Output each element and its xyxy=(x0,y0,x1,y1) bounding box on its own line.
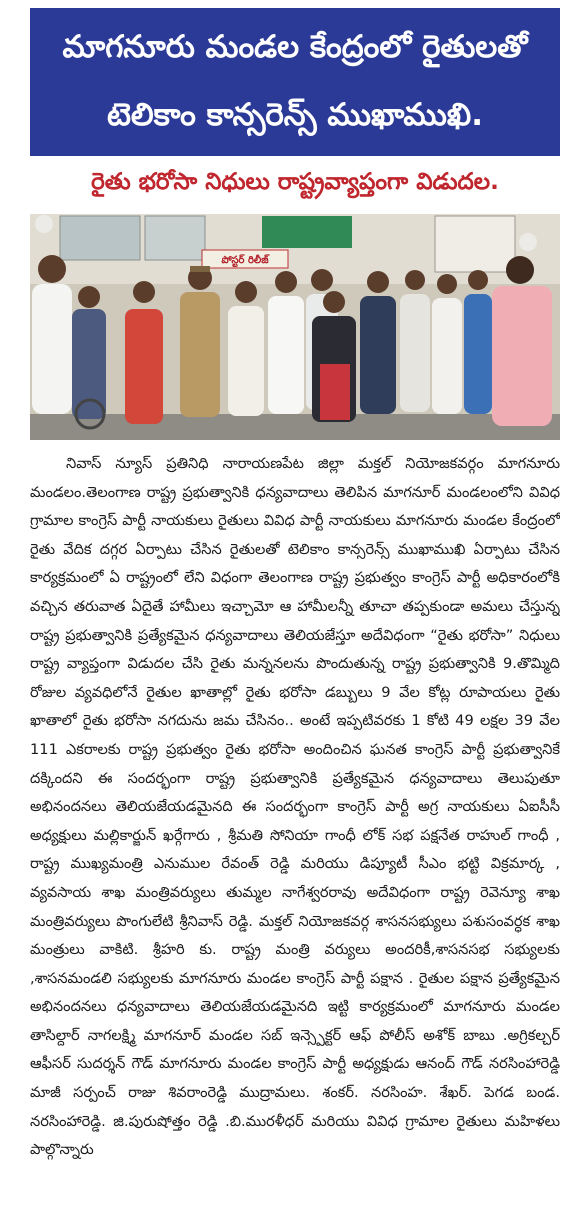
banner-text: పోస్టర్ రిలీజ్ xyxy=(221,255,269,266)
article-body: నివాస్ న్యూస్ ప్రతినిధి నారాయణపేట జిల్లా మక్తల్ నియోజకవర్గం మాగనూరు మండలం.తెలంగాణ రాష్ట్ర ప్రభుత్వానికి ధన్యవాదాలు తెలిపిన మాగనూర్ మండలంలోని వివిధ గ్రామాల కాంగ్రెస్ పార్టీ నాయకులు రైతులు వివిధ పార్టీ నాయకులు మాగనూరు మండల కేంద్రంలో రైతు వేదిక దగ్గర ఏర్పాటు చేసిన రైతులతో టెలికాం కాన్సరెన్స్ ముఖాముఖి ఏర్పాటు చేసిన కార్యక్రమంలో ఏ రాష్ట్రంలో లేని విధంగా తెలంగాణ రాష్ట్ర ప్రభుత్వం కాంగ్రెస్ పార్టీ అధికారంలోకి వచ్చిన తరువాత ఏదైతే హామీలు ఇచ్చామో ఆ హామీలన్నీ తూచా తప్పకుండా అమలు చేస్తున్న రాష్ట్ర ప్రభుత్వానికి ప్రత్యేకమైన ధన్యవాదాలు తెలియజేస్తూ అదేవిధంగా “రైతు భరోసా” నిధులు రాష్ట్ర వ్యాప్తంగా విడుదల చేసి రైతు మన్ననలను పొందుతున్న రాష్ట్ర ప్రభుత్వానికి 9.తొమ్మిది రోజుల వ్యవధిలోనే రైతుల ఖాతాల్లో రైతు భరోసా డబ్బులు 9 వేల కోట్ల రూపాయలు రైతు ఖాతాలో రైతు భరోసా నగదును జమ చేసినం.. అంటే ఇప్పటివరకు 1 కోటి 49 లక్షల 39 వేల 111 ఎకరాలకు రాష్ట్ర ప్రభుత్వం రైతు భరోసా అందించిన ఘనత కాంగ్రెస్ పార్టీ ప్రభుత్వానికే దక్కిందని ఈ సందర్భంగా రాష్ట్ర ప్రభుత్వానికి ప్రత్యేకమైన ధన్యవాదాలు తెలుపుతూ అభినందనలు తెలియజేయడమైనది ఈ సందర్భంగా కాంగ్రెస్ పార్టీ అగ్ర నాయకులు ఏఐసీసీ అధ్యక్షులు మల్లికార్జున్ ఖర్గేగారు , శ్రీమతి సోనియా గాంధీ లోక్ సభ పక్షనేత రాహుల్ గాంధీ , రాష్ట్ర ముఖ్యమంత్రి ఎనుముల రేవంత్ రెడ్డి మరియు డిప్యూటీ సీఎం భట్టి విక్రమార్క , వ్యవసాయ శాఖ మంత్రివర్యులు తుమ్మల నాగేశ్వరరావు అదేవిధంగా రాష్ట్ర రెవెన్యూ శాఖ మంత్రివర్యులు పొంగులేటి శ్రీనివాస్ రెడ్డి. మక్తల్ నియోజకవర్గ శాసనసభ్యులు పశుసంవర్ధక శాఖ మంత్రులు వాకిటి. శ్రీహరి కు. రాష్ట్ర మంత్రి వర్యులు అందరికీ,శాసనసభ సభ్యులకు ,శాసనమండలి సభ్యులకు మాగనూరు మండల కాంగ్రెస్ పార్టీ పక్షాన . రైతుల పక్షాన ప్రత్యేకమైన అభినందనలు ధన్యవాదాలు తెలియజేయడమైనది ఇట్టి కార్యక్రమంలో మాగనూరు మండల తాసిల్దార్ నాగలక్ష్మి మాగనూర్ మండల సబ్ ఇన్స్పెక్టర్ ఆఫ్ పోలీస్ అశోక్ బాబు .అగ్రికల్చర్ ఆఫీసర్ సుదర్శన్ గౌడ్ మాగనూరు మండల కాంగ్రెస్ పార్టీ అధ్యక్షుడు ఆనంద్ గౌడ్ నరసింహారెడ్డి మాజీ సర్పంచ్ రాజు శివరాంరెడ్డి ముద్రామలు. శంకర్. నరసింహ. శేఖర్. పెగడ బండ. నరసింహారెడ్డి. జి.పురుషోత్తం రెడ్డి .బి.మురళీధర్ మరియు వివిధ గ్రామాల రైతులు మహిళలు పాల్గొన్నారు xyxy=(30,455,560,1159)
subheadline: రైతు భరోసా నిధులు రాష్ట్రవ్యాప్తంగా విడుదల. xyxy=(91,169,499,195)
headline-line-1: మాగనూరు మండల కేంద్రంలో రైతులతో xyxy=(62,29,528,66)
headline-banner xyxy=(30,8,560,156)
headline-line-2: టెలికాం కాన్సరెన్స్ ముఖాముఖి. xyxy=(106,97,483,134)
news-photo xyxy=(30,214,560,440)
